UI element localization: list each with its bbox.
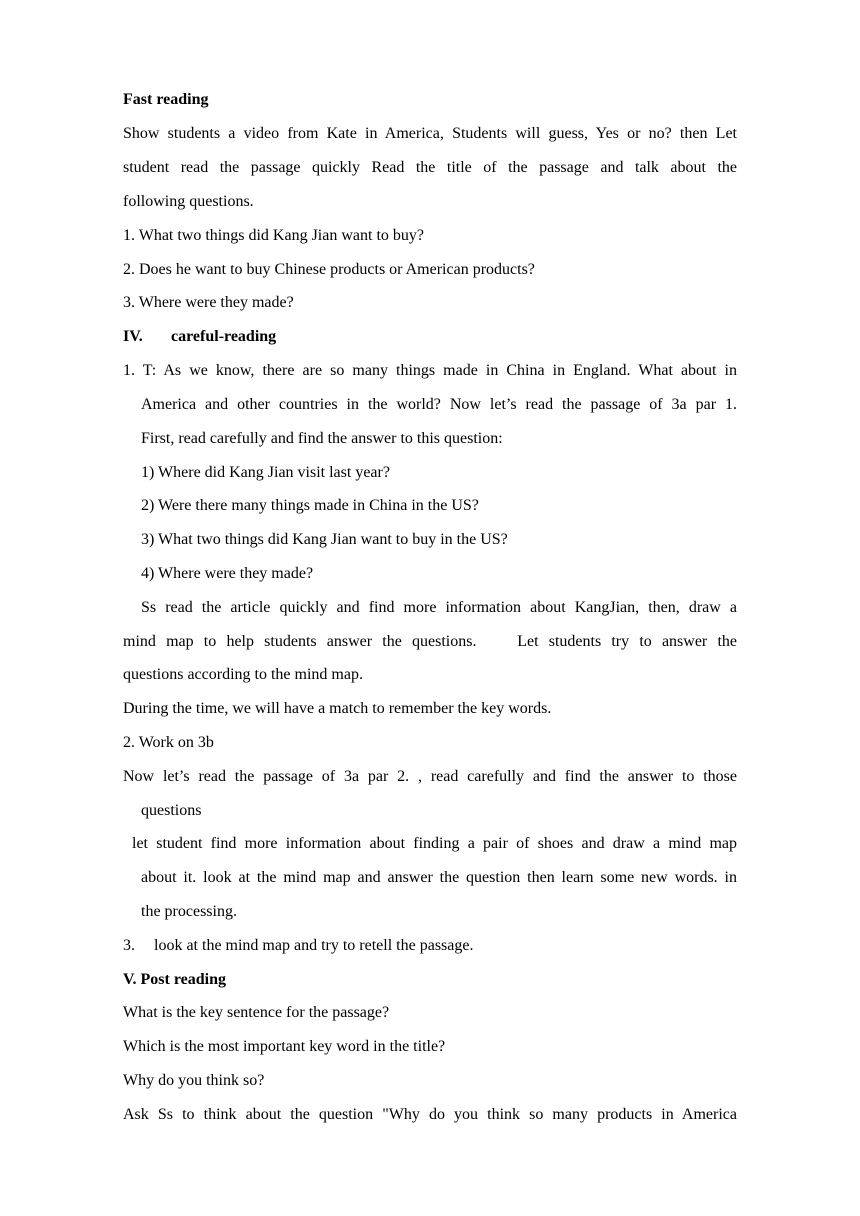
- paragraph-line: During the time, we will have a match to remember the key words.: [123, 700, 552, 717]
- paragraph-line: student read the passage quickly Read the title of the passage and talk about the: [123, 159, 737, 176]
- section-number: IV.: [123, 328, 143, 345]
- paragraph-line: Ss read the article quickly and find more information about KangJian, then, draw a: [141, 599, 737, 616]
- section-heading-post-reading: V. Post reading: [123, 971, 226, 988]
- paragraph-line: questions according to the mind map.: [123, 666, 363, 683]
- list-item: 2. Work on 3b: [123, 734, 214, 751]
- list-item: 1. What two things did Kang Jian want to buy?: [123, 227, 424, 244]
- list-item: 2) Were there many things made in China in the US?: [141, 497, 479, 514]
- list-item: 3. Where were they made?: [123, 294, 294, 311]
- paragraph-line: 1. T: As we know, there are so many things made in China in England. What about in: [123, 362, 737, 379]
- paragraph-line: following questions.: [123, 193, 254, 210]
- paragraph-line: America and other countries in the world? Now let’s read the passage of 3a par 1.: [141, 396, 737, 413]
- paragraph-line: mind map to help students answer the questions. Let students try to answer the: [123, 633, 737, 650]
- section-heading-careful-reading: [123, 327, 737, 347]
- paragraph-line: Now let’s read the passage of 3a par 2. , read carefully and find the answer to those: [123, 768, 737, 785]
- paragraph-line: Show students a video from Kate in America, Students will guess, Yes or no? then Let: [123, 125, 737, 142]
- list-item: 2. Does he want to buy Chinese products or American products?: [123, 261, 535, 278]
- paragraph-line: questions: [141, 802, 202, 819]
- paragraph-line: What is the key sentence for the passage?: [123, 1004, 390, 1021]
- paragraph-line: First, read carefully and find the answer to this question:: [141, 430, 503, 447]
- list-text: look at the mind map and try to retell the passage.: [154, 937, 474, 954]
- paragraph-line: let student find more information about finding a pair of shoes and draw a mind map: [132, 835, 737, 852]
- paragraph-line: Ask Ss to think about the question "Why do you think so many products in America: [123, 1106, 737, 1123]
- paragraph-line: the processing.: [141, 903, 237, 920]
- list-item: 1) Where did Kang Jian visit last year?: [141, 464, 390, 481]
- paragraph-line: Which is the most important key word in the title?: [123, 1038, 446, 1055]
- paragraph-line: Why do you think so?: [123, 1072, 265, 1089]
- list-item: [123, 936, 737, 956]
- section-title: careful-reading: [171, 328, 277, 345]
- list-number: 3.: [123, 937, 135, 954]
- list-item: 4) Where were they made?: [141, 565, 314, 582]
- paragraph-line: about it. look at the mind map and answer the question then learn some new words. in: [141, 869, 737, 886]
- section-heading-fast-reading: Fast reading: [123, 91, 209, 108]
- list-item: 3) What two things did Kang Jian want to buy in the US?: [141, 531, 508, 548]
